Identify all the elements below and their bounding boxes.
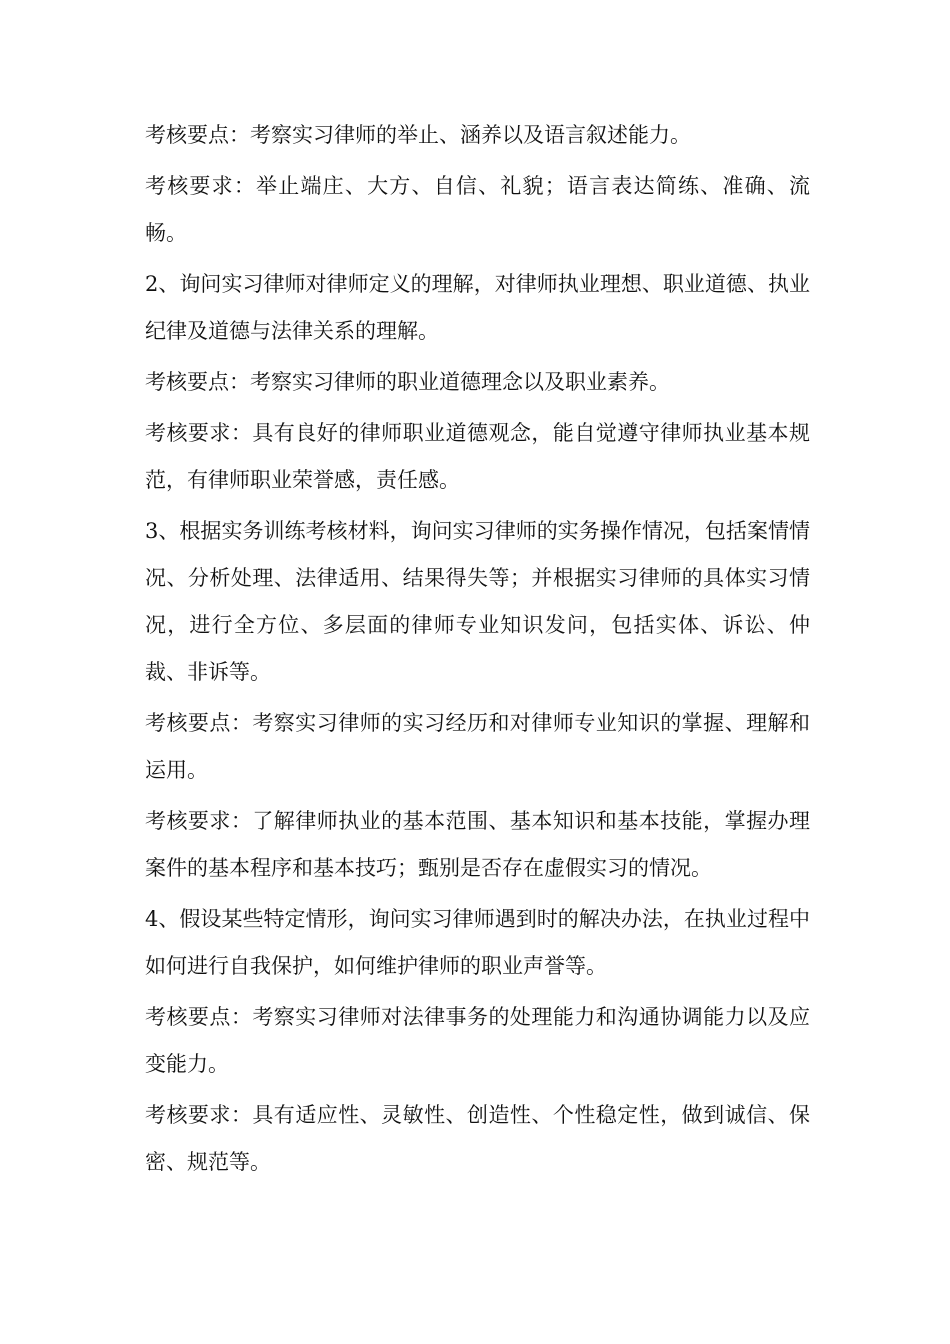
paragraph-11: 考核要求：具有适应性、灵敏性、创造性、个性稳定性，做到诚信、保密、规范等。 <box>145 1103 810 1174</box>
paragraph-8: 考核要求：了解律师执业的基本范围、基本知识和基本技能，掌握办理案件的基本程序和基本技巧；甄别是否存在虚假实习的情况。 <box>145 809 810 880</box>
paragraph-10: 考核要点：考察实习律师对法律事务的处理能力和沟通协调能力以及应变能力。 <box>145 1005 810 1076</box>
paragraph-1: 考核要点：考察实习律师的举止、涵养以及语言叙述能力。 <box>145 123 691 147</box>
paragraph-9: 4、假设某些特定情形，询问实习律师遇到时的解决办法，在执业过程中如何进行自我保护，如何维护律师的职业声誉等。 <box>145 907 810 978</box>
paragraph-3: 2、询问实习律师对律师定义的理解，对律师执业理想、职业道德、执业纪律及道德与法律关系的理解。 <box>145 272 810 343</box>
paragraph-2: 考核要求：举止端庄、大方、自信、礼貌；语言表达简练、准确、流畅。 <box>145 174 810 245</box>
paragraph-7: 考核要点：考察实习律师的实习经历和对律师专业知识的掌握、理解和运用。 <box>145 711 810 782</box>
paragraph-4: 考核要点：考察实习律师的职业道德理念以及职业素养。 <box>145 370 670 394</box>
document-body <box>145 112 810 1190</box>
paragraph-5: 考核要求：具有良好的律师职业道德观念，能自觉遵守律师执业基本规范，有律师职业荣誉感，责任感。 <box>145 421 810 492</box>
paragraph-6: 3、根据实务训练考核材料，询问实习律师的实务操作情况，包括案情情况、分析处理、法律适用、结果得失等；并根据实习律师的具体实习情况，进行全方位、多层面的律师专业知识发问，包括实体、诉讼、仲裁、非诉等。 <box>145 519 810 684</box>
